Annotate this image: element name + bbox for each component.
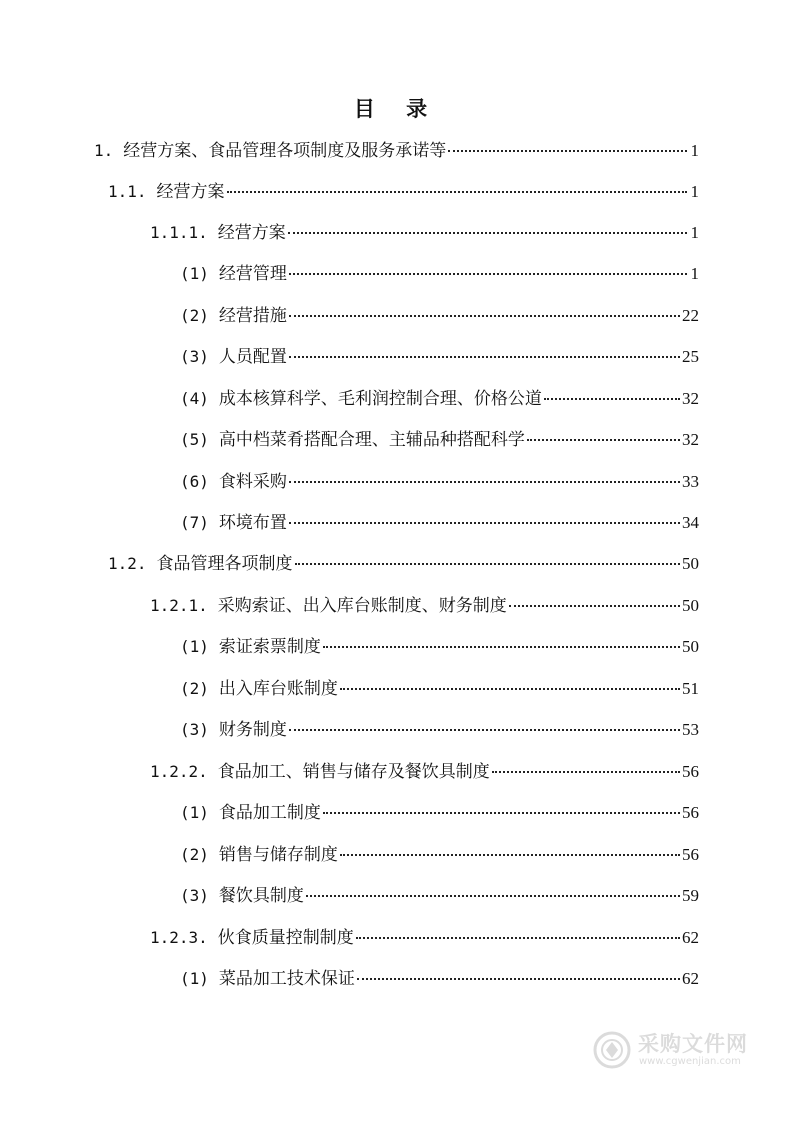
toc-entry-title: 索证索票制度 [218, 637, 321, 657]
toc-entry-number: (4) [180, 389, 209, 408]
toc-entry[interactable] [180, 676, 699, 702]
toc-entry-number: 1.2.2. [150, 762, 208, 781]
watermark-name: 采购文件网 [638, 1032, 748, 1056]
toc-entry-number: (7) [180, 513, 209, 532]
toc-entry-title: 环境布置 [218, 513, 287, 533]
toc-entry-number: (2) [180, 679, 209, 698]
toc-entry-number: 1. [94, 141, 114, 160]
toc-entry-page: 22 [682, 306, 699, 325]
toc-entry[interactable] [180, 261, 699, 287]
toc-entry-title: 经营管理 [218, 264, 287, 284]
watermark-logo-icon [592, 1030, 632, 1070]
toc-entry-page: 1 [690, 182, 699, 201]
toc-entry-title: 食品加工、销售与储存及餐饮具制度 [217, 762, 490, 782]
dot-leader [289, 263, 687, 275]
toc-entry-number: (3) [180, 886, 209, 905]
toc-entry-page: 32 [682, 389, 699, 408]
toc-entry-page: 62 [682, 969, 699, 988]
toc-entry-number: 1.2.1. [150, 596, 208, 615]
dot-leader [356, 927, 680, 939]
toc-entry-number: (6) [180, 472, 209, 491]
toc-entry-title: 人员配置 [218, 347, 287, 367]
toc-entry-title: 出入库台账制度 [218, 679, 338, 699]
toc-entry-page: 50 [682, 596, 699, 615]
toc-entry-page: 53 [682, 720, 699, 739]
toc-entry[interactable] [180, 800, 699, 826]
toc-entry-number: 1.2.3. [150, 928, 208, 947]
toc-entry[interactable] [150, 593, 699, 619]
toc-entry-page: 1 [690, 223, 699, 242]
toc-entry-number: 1.2. [108, 554, 147, 573]
toc-entry-number: (1) [180, 969, 209, 988]
toc-entry[interactable] [94, 138, 699, 164]
dot-leader [448, 140, 687, 152]
toc-entry-title: 经营措施 [218, 306, 287, 326]
dot-leader [289, 346, 680, 358]
toc-entry-title: 采购索证、出入库台账制度、财务制度 [217, 596, 507, 616]
toc-entry-page: 1 [690, 264, 699, 283]
toc-entry-title: 伙食质量控制制度 [217, 928, 354, 948]
toc-entry-number: (1) [180, 264, 209, 283]
dot-leader [323, 636, 680, 648]
toc-entry[interactable] [180, 510, 699, 536]
toc-entry-title: 餐饮具制度 [218, 886, 304, 906]
toc-entry-number: 1.1. [108, 182, 147, 201]
dot-leader [544, 388, 680, 400]
dot-leader [289, 305, 680, 317]
toc-entry-title: 财务制度 [218, 720, 287, 740]
toc-entry-page: 50 [682, 637, 699, 656]
watermark [592, 1026, 762, 1078]
dot-leader [295, 553, 680, 565]
toc-entry-title: 经营方案 [156, 182, 225, 202]
toc-entry[interactable] [180, 966, 699, 992]
toc-entry[interactable] [108, 551, 699, 577]
toc-entry-page: 34 [682, 513, 699, 532]
toc-entry-number: (5) [180, 430, 209, 449]
toc-entry-number: (3) [180, 347, 209, 366]
dot-leader [323, 802, 680, 814]
toc-entry[interactable] [180, 842, 699, 868]
toc-entry[interactable] [108, 179, 699, 205]
toc-entry[interactable] [180, 427, 699, 453]
toc-entry-number: (1) [180, 637, 209, 656]
toc-entry-number: (3) [180, 720, 209, 739]
toc-entry-title: 高中档菜肴搭配合理、主辅品种搭配科学 [218, 430, 525, 450]
toc-entry-page: 56 [682, 845, 699, 864]
dot-leader [289, 471, 680, 483]
watermark-url: www.cgwenjian.com [639, 1056, 741, 1067]
toc-entry-page: 50 [682, 554, 699, 573]
toc-entry-page: 25 [682, 347, 699, 366]
toc-entry[interactable] [180, 303, 699, 329]
toc-entry-title: 成本核算科学、毛利润控制合理、价格公道 [218, 389, 542, 409]
toc-entry-title: 食品管理各项制度 [156, 554, 293, 574]
dot-leader [340, 678, 680, 690]
toc-entry[interactable] [180, 883, 699, 909]
dot-leader [289, 719, 680, 731]
dot-leader [509, 595, 680, 607]
toc-entry[interactable] [180, 344, 699, 370]
toc-entry-page: 56 [682, 762, 699, 781]
toc-entry-title: 食料采购 [218, 472, 287, 492]
dot-leader [492, 761, 680, 773]
toc-entry-title: 经营方案 [217, 223, 286, 243]
toc-entry-page: 62 [682, 928, 699, 947]
toc-entry-number: (1) [180, 803, 209, 822]
toc-entry-page: 56 [682, 803, 699, 822]
toc-entry[interactable] [180, 386, 699, 412]
toc-entry-page: 32 [682, 430, 699, 449]
toc-entry-page: 1 [690, 141, 699, 160]
dot-leader [288, 222, 687, 234]
dot-leader [289, 512, 680, 524]
dot-leader [340, 844, 680, 856]
toc-entry[interactable] [150, 925, 699, 951]
toc-entry-page: 33 [682, 472, 699, 491]
toc-entry-page: 51 [682, 679, 699, 698]
dot-leader [227, 181, 687, 193]
toc-entry[interactable] [180, 634, 699, 660]
toc-entry[interactable] [150, 759, 699, 785]
dot-leader [306, 885, 680, 897]
toc-entry-number: (2) [180, 306, 209, 325]
toc-entry-page: 59 [682, 886, 699, 905]
toc-entry-number: (2) [180, 845, 209, 864]
dot-leader [527, 429, 680, 441]
toc-entry[interactable] [150, 220, 699, 246]
toc-entry-number: 1.1.1. [150, 223, 208, 242]
toc-entry-title: 销售与储存制度 [218, 845, 338, 865]
toc-entry-title: 食品加工制度 [218, 803, 321, 823]
dot-leader [357, 968, 680, 980]
toc-entry[interactable] [180, 469, 699, 495]
toc-entry[interactable] [180, 717, 699, 743]
toc-entry-title: 经营方案、食品管理各项制度及服务承诺等 [123, 141, 447, 161]
toc-entry-title: 菜品加工技术保证 [218, 969, 355, 989]
page-title: 目 录 [353, 97, 440, 121]
